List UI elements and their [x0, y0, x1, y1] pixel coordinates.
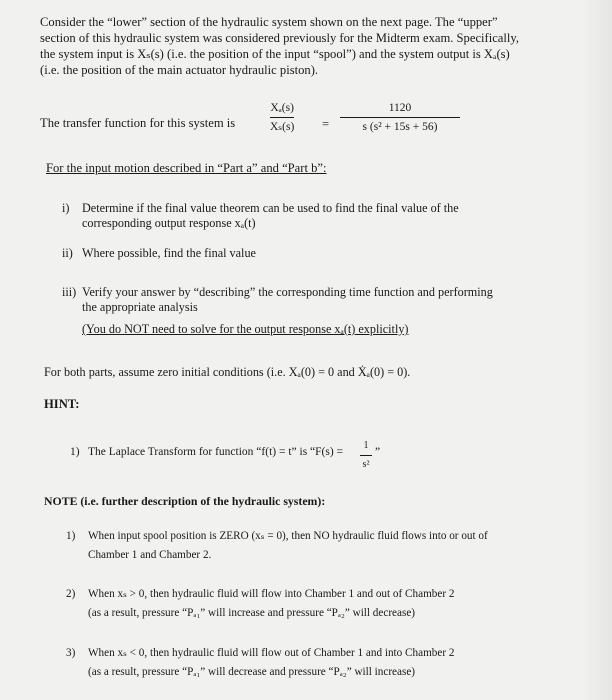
hint-tail: ” [375, 446, 381, 458]
step-text: corresponding output response xₐ(t) [82, 216, 256, 230]
note-heading: NOTE (i.e. further description of the hydraulic system): [44, 494, 326, 508]
tf-rhs-denominator: s (s² + 15s + 56) [362, 121, 438, 133]
note-text: Chamber 1 and Chamber 2. [88, 549, 212, 561]
note-item [66, 586, 566, 622]
tf-rhs-fraction [340, 100, 460, 135]
step-text: Determine if the final value theorem can be used to find the final value of the [82, 201, 459, 215]
hint-label: HINT: [44, 397, 80, 411]
step-item [62, 285, 582, 340]
transfer-function-lead: The transfer function for this system is [40, 116, 236, 130]
fraction-bar [270, 117, 294, 118]
fraction-bar [340, 117, 460, 118]
step-number: iii) [62, 285, 77, 299]
step-number: i) [62, 201, 70, 215]
note-text: (as a result, pressure “Pₐ₁” will decrease and pressure “Pₐ₂” will increase) [88, 666, 416, 678]
hint-fraction [360, 438, 372, 473]
step-text: Verify your answer by “describing” the corresponding time function and performing [82, 285, 493, 299]
page-edge-shadow [582, 0, 612, 700]
note-text: When xₛ < 0, then hydraulic fluid will flow out of Chamber 1 and into Chamber 2 [88, 647, 455, 659]
intro-line: section of this hydraulic system was considered previously for the Midterm exam. Specifically, [40, 31, 520, 45]
step-number: ii) [62, 246, 73, 260]
note-item [66, 645, 566, 681]
tf-lhs-numerator: Xₐ(s) [270, 102, 294, 114]
intro-line: the system input is Xₛ(s) (i.e. the position of the input “spool”) and the system output is Xₐ(s) [40, 47, 510, 61]
note-number: 1) [66, 530, 76, 542]
note-text: (as a result, pressure “Pₐ₁” will increase and pressure “Pₐ₂” will decrease) [88, 607, 416, 619]
hint-fraction-denominator: s² [362, 459, 370, 470]
intro-line: (i.e. the position of the main actuator hydraulic piston). [40, 63, 319, 77]
note-item [66, 528, 566, 564]
hint-number: 1) [70, 446, 80, 458]
note-text: When xₛ > 0, then hydraulic fluid will flow into Chamber 1 and out of Chamber 2 [88, 588, 455, 600]
fraction-bar [360, 455, 372, 456]
step-note: (You do NOT need to solve for the output response xₐ(t) explicitly) [82, 322, 409, 336]
tf-lhs-fraction [270, 100, 294, 135]
step-text: the appropriate analysis [82, 300, 198, 314]
tf-lhs-denominator: Xₛ(s) [270, 121, 295, 133]
intro-paragraph [40, 14, 595, 78]
tf-rhs-numerator: 1120 [388, 102, 412, 114]
initial-conditions: For both parts, assume zero initial conditions (i.e. Xₐ(0) = 0 and Ẋₐ(0) = 0). [44, 365, 411, 379]
step-item [62, 201, 582, 235]
hint-text: The Laplace Transform for function “f(t) = t” is “F(s) = [88, 446, 344, 458]
hint-item [70, 440, 450, 470]
note-number: 3) [66, 647, 76, 659]
note-text: When input spool position is ZERO (xₛ = 0), then NO hydraulic fluid flows into or out of [88, 530, 488, 542]
section-heading: For the input motion described in “Part a” and “Part b”: [46, 161, 327, 175]
hint-fraction-numerator: 1 [363, 440, 369, 451]
equals-sign: = [322, 117, 330, 131]
transfer-function [40, 100, 480, 150]
intro-line: Consider the “lower” section of the hydraulic system shown on the next page. The “upper” [40, 15, 498, 29]
step-item [62, 246, 582, 264]
note-number: 2) [66, 588, 76, 600]
step-text: Where possible, find the final value [82, 246, 256, 260]
